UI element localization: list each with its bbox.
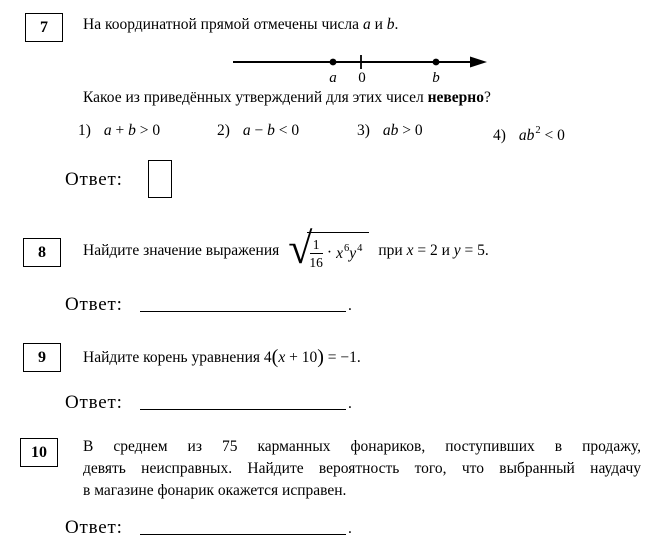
substitution-condition: при x = 2 и y = 5. bbox=[378, 242, 489, 259]
option-1-expression: a + b > 0 bbox=[103, 122, 161, 139]
option-2 bbox=[217, 121, 299, 141]
arrowhead-icon bbox=[470, 57, 487, 68]
var-x: x bbox=[406, 242, 414, 259]
answer-label: Ответ: bbox=[65, 517, 123, 538]
option-2-number: 2) bbox=[217, 122, 230, 139]
problem-7-answer-row bbox=[65, 168, 140, 193]
zero-label: 0 bbox=[358, 70, 366, 86]
statement-line-2: девять неисправных. Найдите вероятность того, что выбранный наудачу bbox=[83, 460, 641, 477]
var-a: a bbox=[362, 16, 371, 33]
point-b-dot bbox=[433, 59, 440, 66]
answer-period: . bbox=[348, 395, 352, 412]
option-3 bbox=[357, 121, 423, 141]
answer-label: Ответ: bbox=[65, 294, 123, 315]
var-x: x bbox=[278, 349, 286, 366]
answer-period: . bbox=[348, 297, 352, 314]
option-4 bbox=[493, 121, 565, 146]
problem-10-number-badge: 10 bbox=[20, 438, 58, 467]
option-1 bbox=[78, 121, 160, 141]
var-y: y bbox=[453, 242, 461, 259]
problem-8-statement bbox=[83, 223, 489, 275]
multiplication-dot: · bbox=[326, 243, 333, 261]
problem-9-answer-row bbox=[65, 391, 352, 416]
radical-sign: √ bbox=[288, 223, 313, 273]
problem-7-statement: На координатной прямой отмечены числа a и b. bbox=[83, 16, 399, 33]
answer-line bbox=[140, 297, 346, 312]
statement-text: На координатной прямой отмечены числа bbox=[83, 16, 363, 33]
x-exponent: 6 bbox=[343, 242, 350, 254]
problem-8-answer-row bbox=[65, 293, 352, 318]
option-4-number: 4) bbox=[493, 127, 506, 144]
number-line-figure bbox=[230, 44, 492, 86]
option-3-number: 3) bbox=[357, 122, 370, 139]
fraction-one-sixteenth bbox=[309, 237, 323, 269]
sqrt-expression bbox=[288, 223, 369, 273]
left-paren: ( bbox=[271, 346, 279, 368]
fraction-numerator: 1 bbox=[310, 237, 323, 254]
exponent: 2 bbox=[535, 125, 541, 136]
answer-line bbox=[140, 520, 346, 535]
problem-9-statement: Найдите корень уравнения 4(x + 10) = −1. bbox=[83, 346, 361, 368]
answer-label: Ответ: bbox=[65, 392, 123, 413]
problem-9-number-badge: 9 bbox=[23, 343, 61, 372]
point-b-label: b bbox=[432, 70, 440, 86]
statement-line-3: в магазине фонарик окажется исправен. bbox=[83, 482, 347, 499]
right-paren: ) bbox=[317, 346, 324, 368]
radicand bbox=[307, 232, 369, 271]
monomial: $x^6y^4$ bbox=[336, 242, 363, 262]
problem-7-number-badge: 7 bbox=[25, 13, 63, 42]
answer-period: . bbox=[348, 520, 352, 537]
problem-7-question: Какое из приведённых утверждений для этих чисел неверно? bbox=[83, 89, 491, 106]
statement-text: Найдите корень уравнения 4 bbox=[83, 349, 272, 366]
problem-10-answer-row bbox=[65, 516, 352, 541]
y-exponent: 4 bbox=[357, 242, 363, 254]
option-1-number: 1) bbox=[78, 122, 91, 139]
answer-label: Ответ: bbox=[65, 169, 123, 190]
option-2-expression: a − b < 0 bbox=[242, 122, 300, 139]
point-a-label: a bbox=[329, 70, 337, 86]
problem-7-answer-box bbox=[148, 160, 172, 198]
emphasis-neverno: неверно bbox=[427, 89, 484, 106]
answer-line bbox=[140, 395, 346, 410]
point-a-dot bbox=[330, 59, 337, 66]
option-3-expression: ab > 0 bbox=[382, 122, 423, 139]
statement-line-1: В среднем из 75 карманных фонариков, поступивших в продажу, bbox=[83, 438, 641, 455]
var-b: b bbox=[386, 16, 395, 33]
problem-10-statement bbox=[83, 436, 641, 502]
statement-text: Найдите значение выражения bbox=[83, 242, 280, 259]
option-4-expression: $ab^2 < 0$ bbox=[518, 125, 565, 144]
problem-8-number-badge: 8 bbox=[23, 238, 61, 267]
fraction-denominator: 16 bbox=[309, 254, 323, 270]
